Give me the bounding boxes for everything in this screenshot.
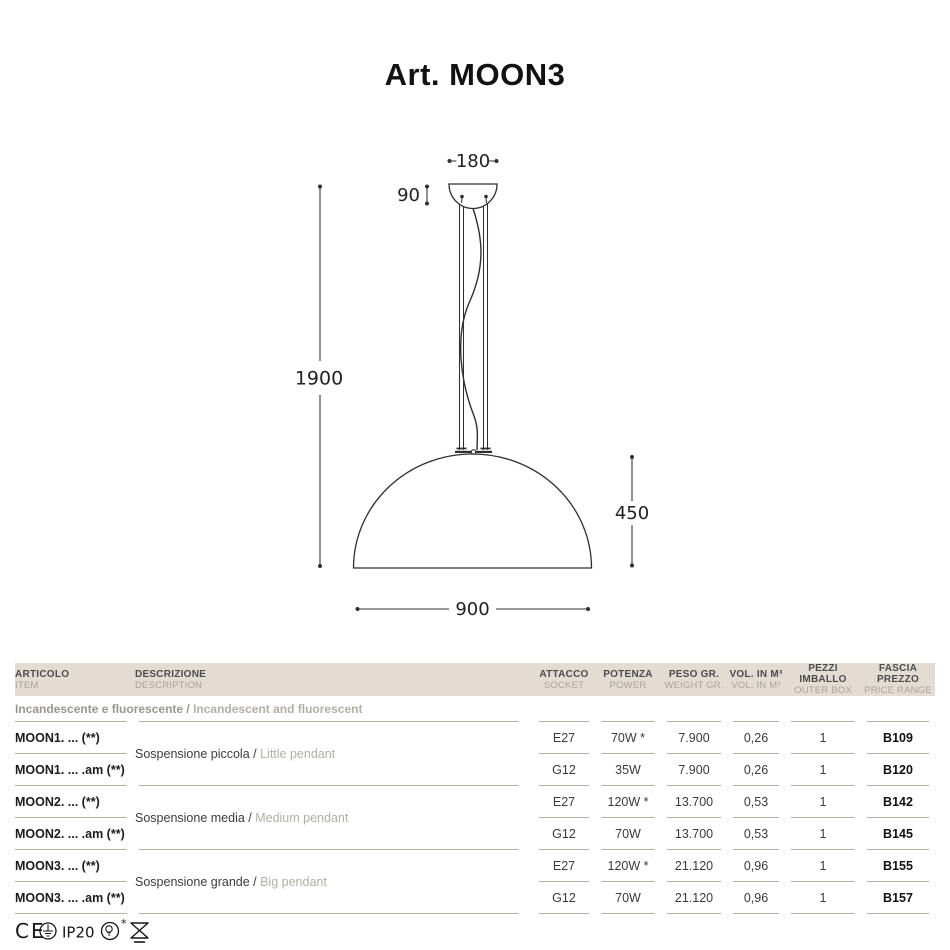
spec-table xyxy=(15,663,935,914)
col-header-peso: PESO GR. WEIGHT GR. xyxy=(664,668,724,691)
asterisk-mark: * xyxy=(121,917,127,930)
page-title: Art. MOON3 xyxy=(384,57,566,92)
volume-value: 0,53 xyxy=(727,818,785,850)
dimension-canopy-width xyxy=(448,151,499,172)
article-code: MOON1. ... (**) xyxy=(15,722,135,754)
power-value: 120W * xyxy=(595,850,661,882)
dimension-canopy-height xyxy=(397,185,429,207)
description-cell: Sospensione grande / Big pendant xyxy=(135,850,533,914)
lamp-circle-icon xyxy=(102,923,119,940)
pieces-value: 1 xyxy=(785,754,861,786)
price-range-value: B120 xyxy=(861,754,935,786)
article-code: MOON2. ... .am (**) xyxy=(15,818,135,850)
weight-value: 13.700 xyxy=(661,818,727,850)
col-header-pezzi-imballo: PEZZI IMBALLO OUTER BOX xyxy=(794,663,852,696)
col-header-potenza: POTENZA POWER xyxy=(603,668,653,691)
certification-icons xyxy=(15,916,185,950)
ceiling-canopy xyxy=(449,184,497,209)
power-value: 70W xyxy=(595,882,661,914)
dome-hanger-bar xyxy=(455,448,492,455)
price-range-value: B142 xyxy=(861,786,935,818)
dimension-dome-height xyxy=(615,455,649,568)
weight-value: 13.700 xyxy=(661,786,727,818)
weight-value: 7.900 xyxy=(661,754,727,786)
article-code: MOON3. ... .am (**) xyxy=(15,882,135,914)
price-range-value: B109 xyxy=(861,722,935,754)
pieces-value: 1 xyxy=(785,786,861,818)
socket-value: E27 xyxy=(533,786,595,818)
power-value: 35W xyxy=(595,754,661,786)
dim-label-90: 90 xyxy=(397,185,420,206)
article-code: MOON3. ... (**) xyxy=(15,850,135,882)
weight-value: 7.900 xyxy=(661,722,727,754)
article-code: MOON2. ... (**) xyxy=(15,786,135,818)
table-header-row xyxy=(15,663,935,696)
price-range-value: B155 xyxy=(861,850,935,882)
col-header-attacco: ATTACCO SOCKET xyxy=(539,668,589,691)
suspension-cables xyxy=(460,200,488,450)
col-header-descrizione: DESCRIZIONE DESCRIPTION xyxy=(135,668,207,691)
power-value: 70W * xyxy=(595,722,661,754)
col-header-articolo: ARTICOLO ITEM xyxy=(15,668,70,691)
crossed-hourglass-icon xyxy=(131,923,148,942)
volume-value: 0,96 xyxy=(727,850,785,882)
dim-label-180: 180 xyxy=(455,151,491,172)
volume-value: 0,26 xyxy=(727,754,785,786)
volume-value: 0,26 xyxy=(727,722,785,754)
price-range-value: B157 xyxy=(861,882,935,914)
table-row xyxy=(15,786,935,818)
power-value: 70W xyxy=(595,818,661,850)
section-title: Incandescente e fluorescente / Incandescent and fluorescent xyxy=(15,696,135,722)
socket-value: G12 xyxy=(533,882,595,914)
dim-label-1900: 1900 xyxy=(294,367,344,390)
pieces-value: 1 xyxy=(785,850,861,882)
dimension-suspension-length xyxy=(295,185,343,569)
socket-value: E27 xyxy=(533,722,595,754)
dim-label-900: 900 xyxy=(455,599,490,620)
weight-value: 21.120 xyxy=(661,882,727,914)
table-row xyxy=(15,722,935,754)
dome-shade xyxy=(354,454,592,568)
price-range-value: B145 xyxy=(861,818,935,850)
weight-value: 21.120 xyxy=(661,850,727,882)
table-row xyxy=(15,850,935,882)
socket-value: G12 xyxy=(533,754,595,786)
dimension-dome-diameter xyxy=(356,599,591,620)
pieces-value: 1 xyxy=(785,882,861,914)
volume-value: 0,53 xyxy=(727,786,785,818)
col-header-volume: VOL. IN M³ VOL. IN M³ xyxy=(729,668,783,691)
volume-value: 0,96 xyxy=(727,882,785,914)
socket-value: E27 xyxy=(533,850,595,882)
ip-rating-label: IP20 xyxy=(62,923,95,942)
socket-value: G12 xyxy=(533,818,595,850)
col-header-fascia-prezzo: FASCIA PREZZO PRICE RANGE xyxy=(864,663,932,696)
description-cell: Sospensione piccola / Little pendant xyxy=(135,722,533,786)
section-title-row xyxy=(15,696,935,722)
description-cell: Sospensione media / Medium pendant xyxy=(135,786,533,850)
dim-label-450: 450 xyxy=(614,503,650,524)
pieces-value: 1 xyxy=(785,818,861,850)
pieces-value: 1 xyxy=(785,722,861,754)
ce-mark: CE xyxy=(15,919,46,943)
power-value: 120W * xyxy=(595,786,661,818)
article-code: MOON1. ... .am (**) xyxy=(15,754,135,786)
